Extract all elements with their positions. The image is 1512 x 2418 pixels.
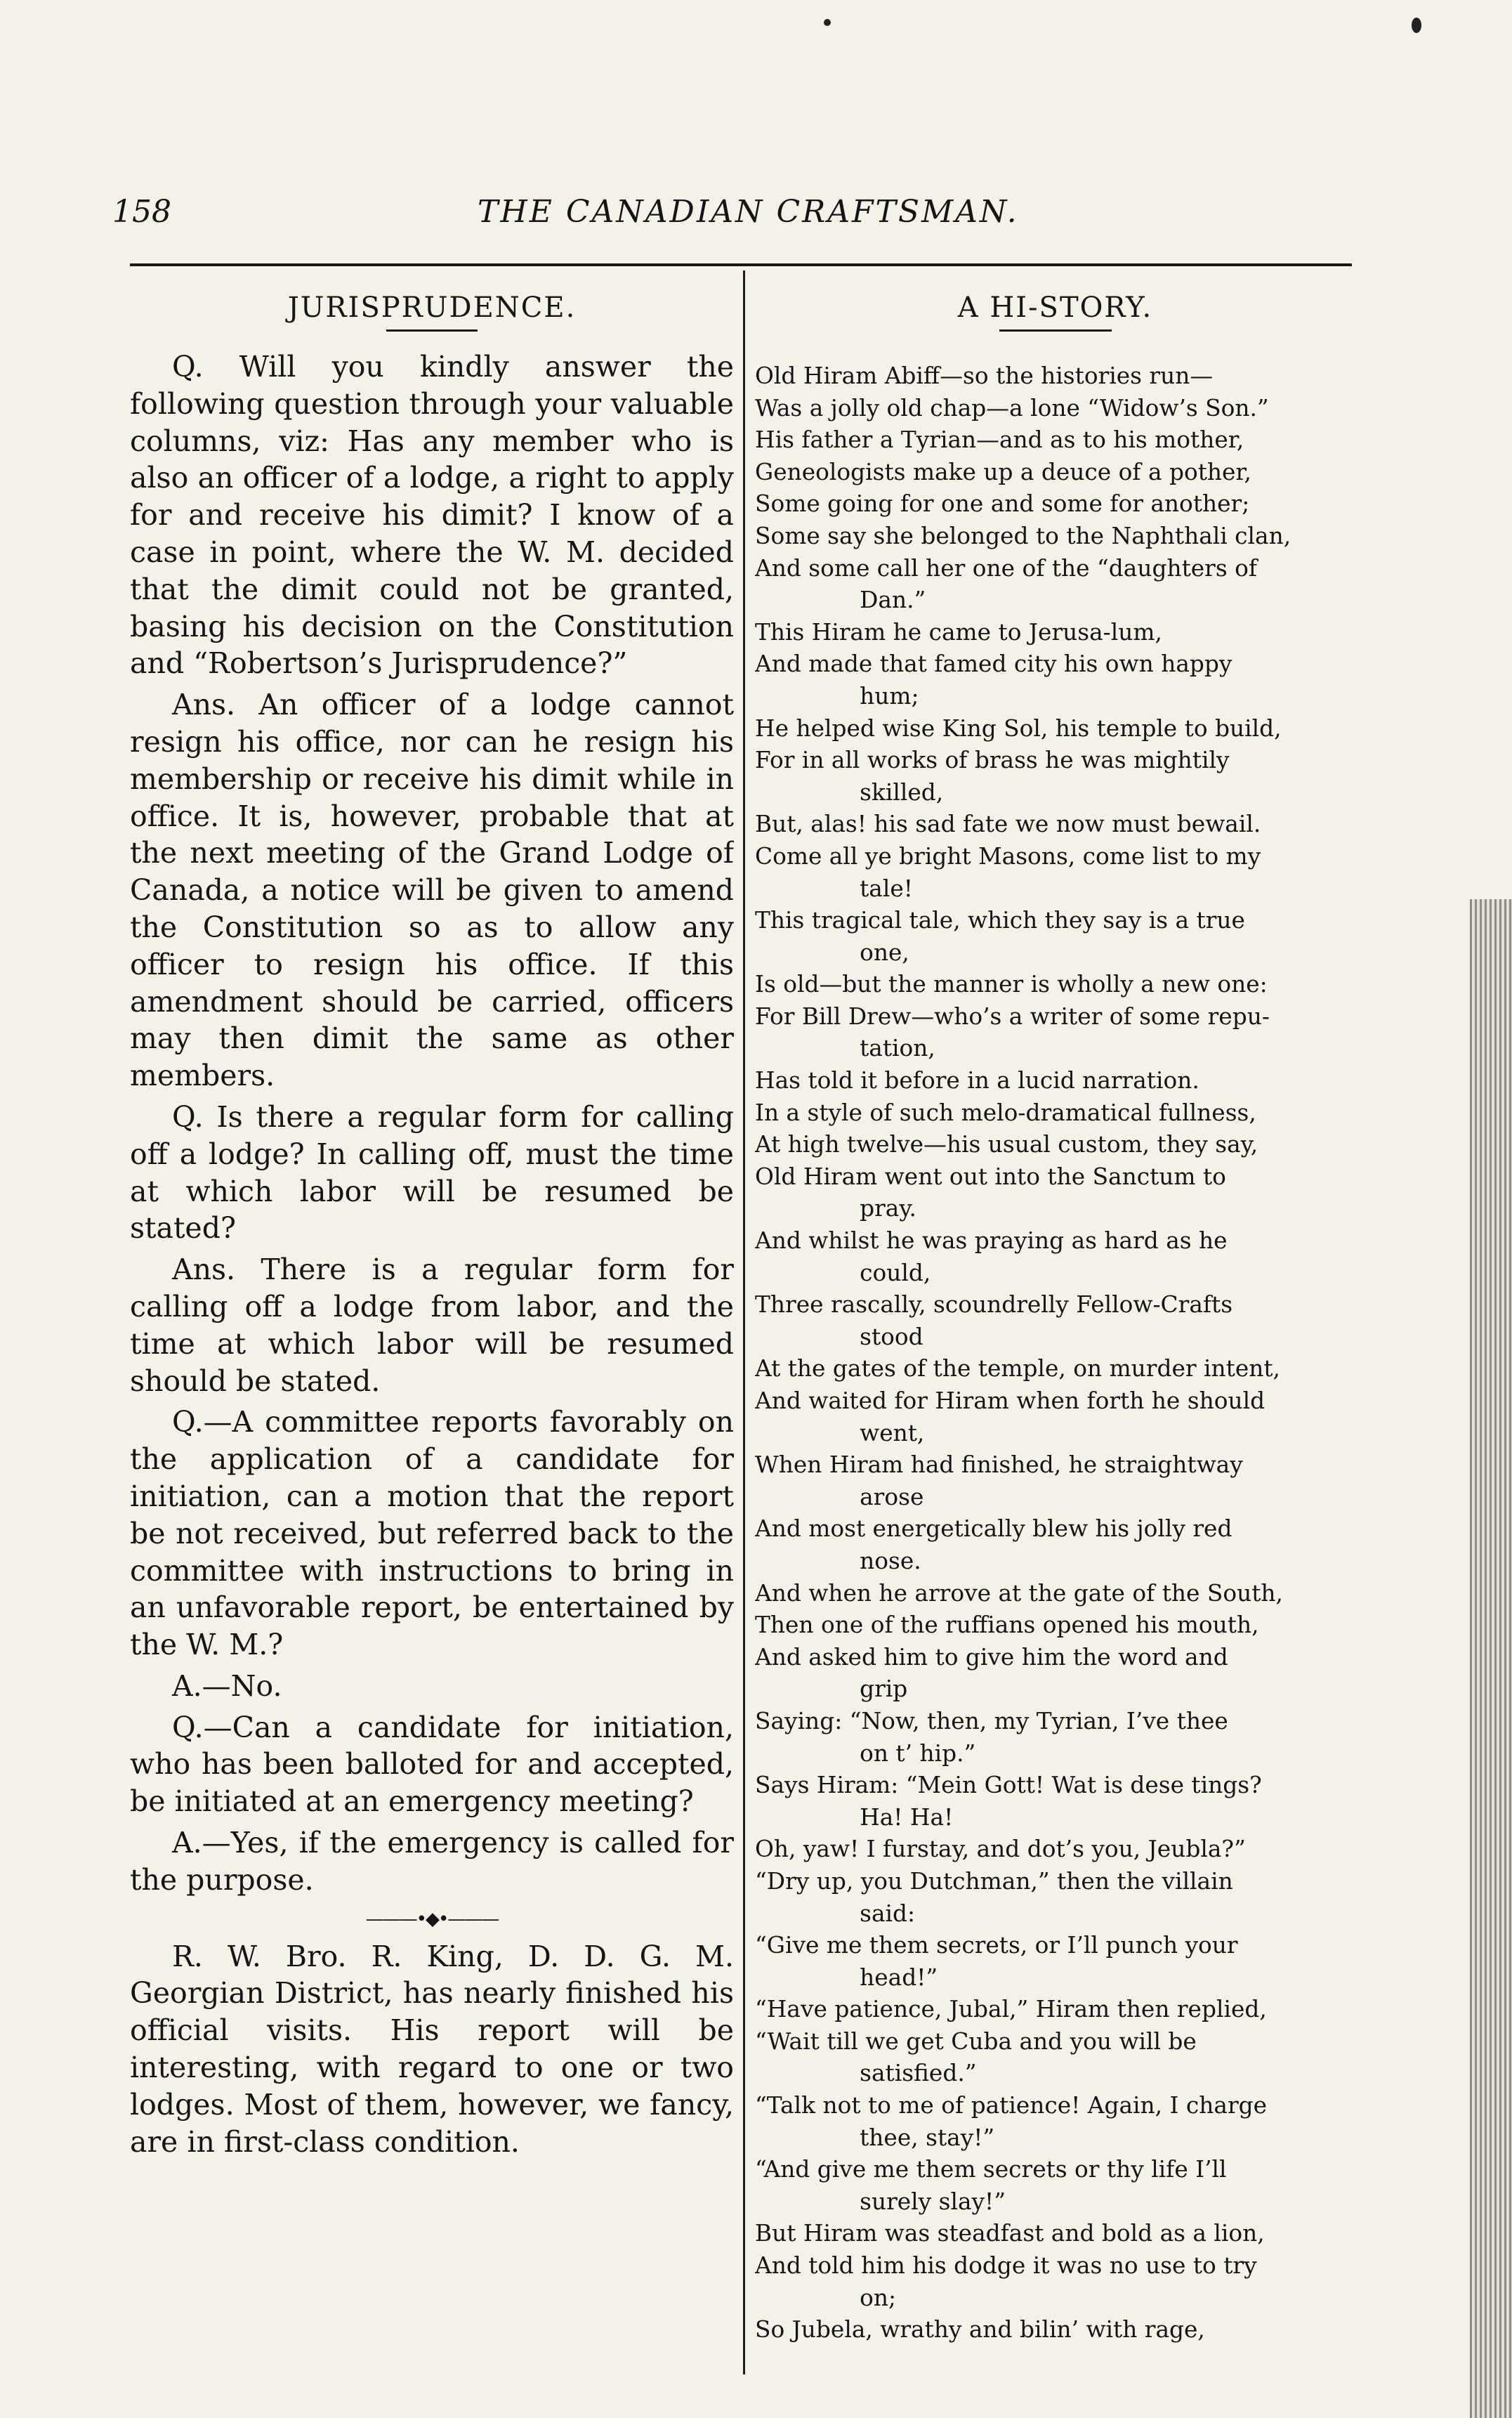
poem-line: nose.	[860, 1546, 921, 1574]
section-heading-jurisprudence: JURISPRUDENCE.	[287, 292, 577, 324]
page-header	[112, 188, 1355, 251]
poem-line: tation,	[860, 1034, 935, 1062]
poem-line: Oh, yaw! I furstay, and dot’s you, Jeubla?”	[755, 1835, 1246, 1863]
poem-line: tale!	[860, 874, 913, 902]
poem-line: thee, stay!”	[860, 2123, 995, 2151]
poem-line: And when he arrove at the gate of the South,	[755, 1579, 1283, 1607]
poem-line: Old Hiram went out into the Sanctum to	[755, 1162, 1226, 1190]
poem-line: But Hiram was steadfast and bold as a lion,	[755, 2219, 1265, 2247]
poem-line: At high twelve—his usual custom, they say,	[755, 1130, 1258, 1158]
poem-line: Some say she belonged to the Naphthali clan,	[755, 521, 1291, 549]
heading-rule	[386, 329, 478, 332]
poem-line: satisfied.”	[860, 2059, 977, 2087]
poem-line: surely slay!”	[860, 2187, 1006, 2215]
ink-speck	[824, 19, 831, 26]
poem-line: And waited for Hiram when forth he should	[755, 1387, 1266, 1414]
poem-line: And asked him to give him the word and	[755, 1642, 1228, 1671]
binding-edge	[1470, 899, 1512, 2418]
poem-line: grip	[860, 1675, 908, 1703]
poem-line: head!”	[860, 1963, 938, 1991]
poem-line: When Hiram had finished, he straightway	[755, 1451, 1243, 1479]
poem-line: said:	[860, 1899, 916, 1927]
poem-line: This tragical tale, which they say is a true	[755, 906, 1245, 934]
paragraph: Ans. An officer of a lodge cannot resign his office, nor can he resign his membership or receive his dimit while in office. It is, however, probable that at the next meeting of the Grand Lodge of Canada, a notice will be given to amend the Constitution so as to allow any officer to resign his office. If this amendment should be carried, officers may then dimit the same as other members.	[130, 688, 734, 1093]
poem-line: Says Hiram: “Mein Gott! Wat is dese tings?	[755, 1771, 1262, 1799]
poem-line: on t’ hip.”	[860, 1739, 976, 1767]
paragraph: Q. Will you kindly answer the following question through your valuable columns, viz: Has any member who is also an officer of a lodge, a right to apply for and receive his dimit? I know of a case in point, where the W. M. decided that the dimit could not be granted, basing his decision on the Constitution and “Robertson’s Jurisprudence?”	[130, 350, 734, 681]
poem-line: “Wait till we get Cuba and you will be	[755, 2027, 1197, 2055]
poem-line: hum;	[860, 681, 919, 710]
poem-line: skilled,	[860, 778, 944, 806]
poem-line: But, alas! his sad fate we now must bewail.	[755, 810, 1261, 838]
poem-line: Then one of the ruffians opened his mouth,	[755, 1611, 1259, 1639]
ornament-divider: ———•◆•———	[365, 1908, 499, 1930]
poem-line: At the gates of the temple, on murder intent,	[755, 1354, 1280, 1383]
poem-line: And most energetically blew his jolly red	[755, 1515, 1232, 1543]
poem-line: “And give me them secrets or thy life I’ll	[755, 2155, 1227, 2183]
poem-line: “Have patience, Jubal,” Hiram then replied,	[755, 1995, 1267, 2023]
poem-line: Old Hiram Abiff—so the histories run—	[755, 362, 1214, 389]
poem-line: And whilst he was praying as hard as he	[755, 1227, 1228, 1255]
poem-line: For Bill Drew—who’s a writer of some repu-	[755, 1002, 1270, 1030]
poem-line: arose	[860, 1482, 924, 1510]
right-column	[755, 277, 1355, 2378]
poem-line: stood	[860, 1322, 923, 1350]
ink-speck	[1412, 18, 1421, 33]
poem-body	[755, 360, 1355, 2346]
paragraph: Ans. There is a regular form for calling off a lodge from labor, and the time at which labor will be resumed should be stated.	[130, 1253, 734, 1398]
poem-line: So Jubela, wrathy and bilin’ with rage,	[755, 2315, 1205, 2344]
poem-line: Dan.”	[860, 586, 926, 614]
poem-line: pray.	[860, 1194, 916, 1222]
column-divider	[743, 270, 745, 2374]
poem-line: went,	[860, 1418, 925, 1446]
jurisprudence-body	[130, 348, 734, 2160]
heading-rule	[999, 329, 1112, 332]
poem-line: Three rascally, scoundrelly Fellow-Crafts	[755, 1290, 1233, 1319]
poem-line: In a style of such melo-dramatical fullness,	[755, 1098, 1256, 1126]
left-column	[130, 277, 734, 2378]
section-heading-history: A HI-STORY.	[957, 292, 1153, 324]
paragraph: R. W. Bro. R. King, D. D. G. M. Georgian District, has nearly finished his official visits. His report will be interesting, with regard to one or two lodges. Most of them, however, we fancy, are in first-class condition.	[130, 1939, 734, 2159]
poem-line: For in all works of brass he was mightily	[755, 746, 1230, 774]
poem-line: one,	[860, 938, 909, 966]
poem-line: Has told it before in a lucid narration.	[755, 1066, 1199, 1094]
poem-line: Ha! Ha!	[860, 1803, 954, 1831]
poem-line: He helped wise King Sol, his temple to build,	[755, 714, 1282, 742]
poem-line: And made that famed city his own happy	[755, 650, 1232, 678]
paragraph: Q.—Can a candidate for initiation, who has been balloted for and accepted, be initiated at an emergency meeting?	[130, 1710, 734, 1819]
running-title: THE CANADIAN CRAFTSMAN.	[478, 194, 1019, 230]
poem-line: Geneologists make up a deuce of a pother,	[755, 457, 1251, 485]
paragraph: A.—Yes, if the emergency is called for the purpose.	[130, 1826, 734, 1897]
paragraph: Q.—A committee reports favorably on the application of a candidate for initiation, can a motion that the report be not received, but referred back to the committee with instructions to bring in an unfavorable report, be entertained by the W. M.?	[130, 1405, 734, 1662]
paragraph: A.—No.	[172, 1668, 282, 1703]
poem-line: Was a jolly old chap—a lone “Widow’s Son.”	[755, 393, 1269, 421]
header-rule	[130, 263, 1352, 266]
poem-line: This Hiram he came to Jerusa-lum,	[755, 617, 1162, 646]
poem-line: “Give me them secrets, or I’ll punch your	[755, 1931, 1238, 1959]
poem-line: “Dry up, you Dutchman,” then the villain	[755, 1867, 1233, 1895]
poem-line: And told him his dodge it was no use to try	[755, 2252, 1257, 2280]
poem-line: “Talk not to me of patience! Again, I charge	[755, 2091, 1268, 2119]
page-number: 158	[112, 194, 171, 230]
paragraph: Q. Is there a regular form for calling off a lodge? In calling off, must the time at which labor will be resumed be stated?	[130, 1099, 734, 1246]
poem-line: on;	[860, 2283, 897, 2311]
poem-line: Some going for one and some for another;	[755, 490, 1250, 518]
poem-line: And some call her one of the “daughters of	[755, 554, 1258, 582]
poem-line: His father a Tyrian—and as to his mother,	[755, 426, 1244, 454]
poem-line: Is old—but the manner is wholly a new one:	[755, 970, 1268, 998]
poem-line: Come all ye bright Masons, come list to my	[755, 842, 1261, 870]
poem-line: Saying: “Now, then, my Tyrian, I’ve thee	[755, 1706, 1228, 1734]
poem-line: could,	[860, 1258, 931, 1286]
